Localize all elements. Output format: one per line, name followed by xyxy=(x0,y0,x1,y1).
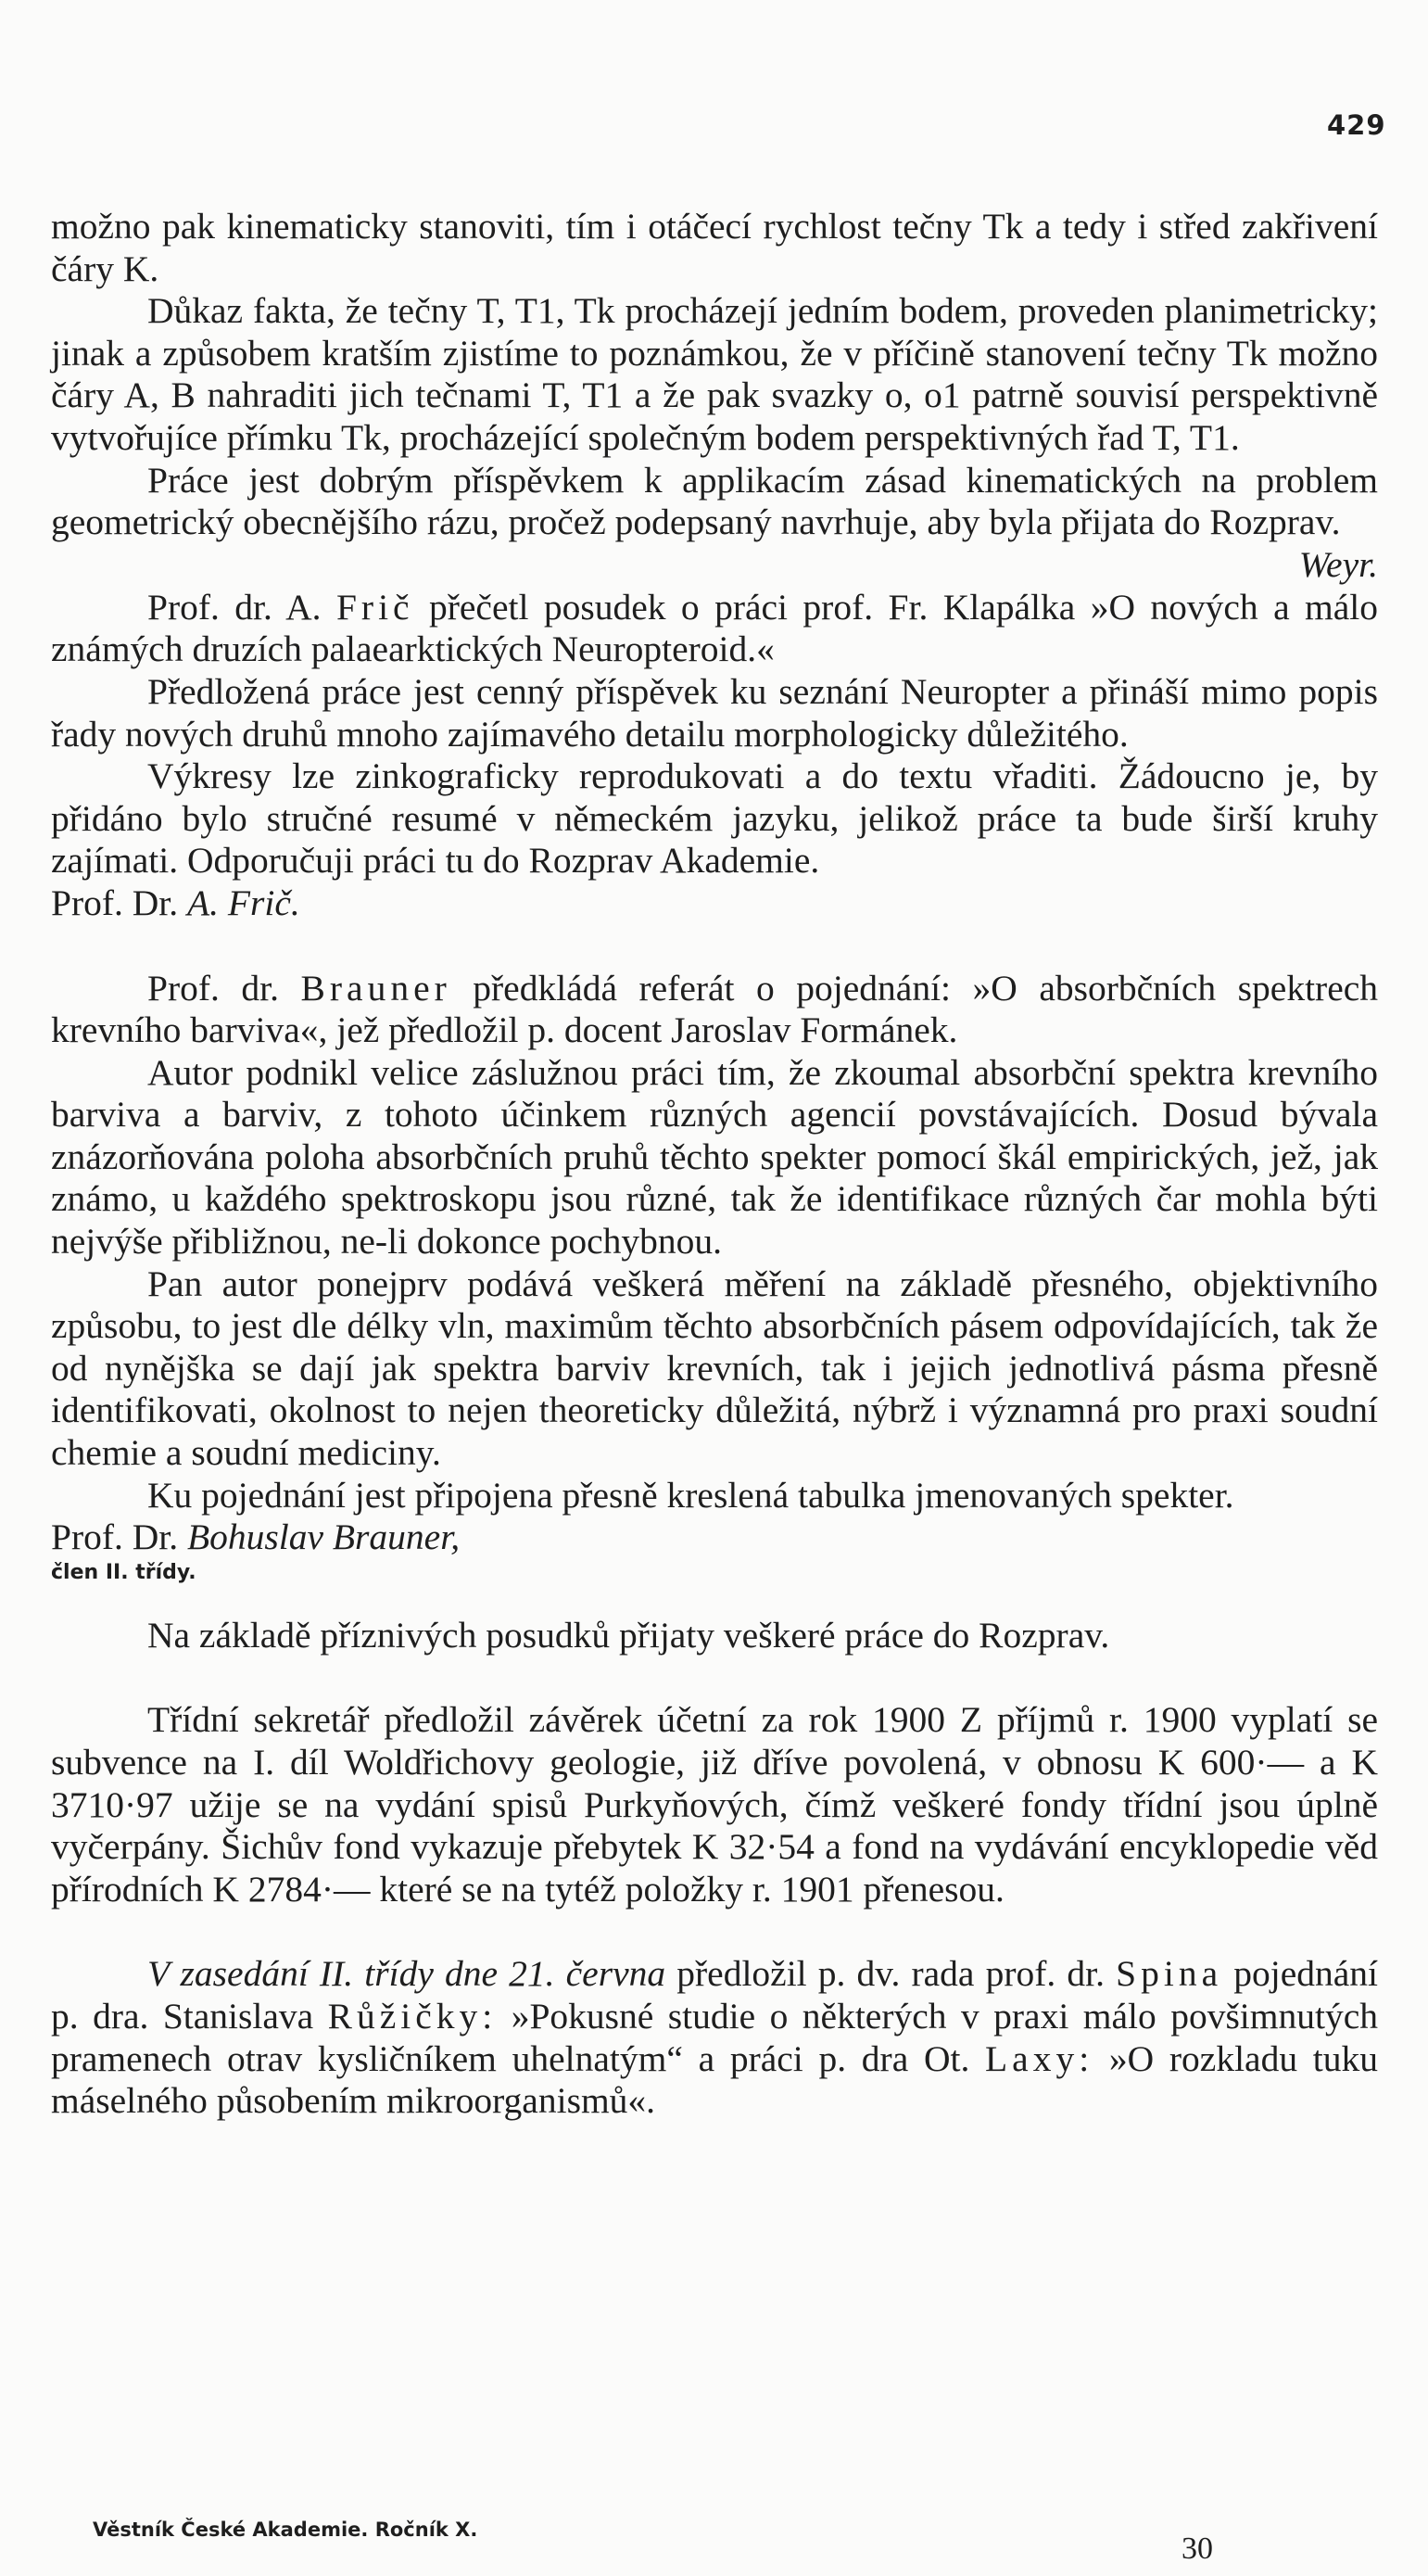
spaced-name: Frič xyxy=(335,586,414,628)
signature-name: A. Frič. xyxy=(187,882,300,923)
text-run: Prof. Dr. xyxy=(51,882,179,923)
paragraph-text: Práce jest dobrým příspěvkem k applikacím zásad kinematických na problem geometrický obecnějšího rázu, pročež podepsaný navrhuje, aby byla přijata do Rozprav. xyxy=(51,459,1378,543)
text-run: »Pokusné studie o některých v praxi málo povšimnutých pramenech otrav kysličníkem uhelnatým“ a práci p. dra Ot. xyxy=(51,1995,1379,2079)
text-run: pojednání p. dra. Stanislava xyxy=(51,1953,1379,2037)
footer-journal: Věstník České Akademie. Ročník X. xyxy=(93,2519,478,2541)
paragraph: Ku pojednání jest připojena přesně kreslená tabulka jmenovaných spekter. xyxy=(147,1474,1234,1516)
page-text xyxy=(51,206,1378,2123)
session-heading: V zasedání II. třídy dne 21. června xyxy=(147,1953,666,1995)
paragraph xyxy=(51,968,1378,1052)
text-run: přečetl posudek o práci prof. Fr. Klapálka »O nových a málo známých druzích palaearktických Neuropteroid.« xyxy=(51,586,1378,670)
text-run: »O rozkladu tuku máselného působením mikroorganismů«. xyxy=(51,2037,1379,2122)
signature-role: člen II. třídy. xyxy=(51,1560,196,1584)
paragraph: Výkresy lze zinkograficky reprodukovati a do textu vřaditi. Žádoucno je, by přidáno bylo stručné resumé v německém jazyku, jelikož práce ta bude širší kruhy zajímati. Odporučuji práci tu do Rozprav Akademie. xyxy=(51,755,1378,882)
paragraph xyxy=(51,587,1378,671)
paragraph: možno pak kinematicky stanoviti, tím i otáčecí rychlost tečny Tk a tedy i střed zakřivení čáry K. xyxy=(51,206,1378,289)
paragraph: Důkaz fakta, že tečny T, T1, Tk procházejí jedním bodem, proveden planimetricky; jinak a způsobem kratším zjistíme to poznámkou, že v příčině stanovení tečny Tk možno čáry A, B nahraditi jich tečnami T, T1 a že pak svazky o, o1 patrně souvisí perspektivně vytvořujíce přímku Tk, procházející společným bodem perspektivných řad T, T1. xyxy=(51,290,1378,458)
page-number: 429 xyxy=(1327,109,1386,141)
signature xyxy=(51,1516,1378,1559)
paragraph: Pan autor ponejprv podává veškerá měření na základě přesného, objektivního způsobu, to jest dle délky vln, maximům těchto absorbčních pásem odpovídajících, tak že od nynějška se dají jak spektra barviv krevních, tak i jejich jednotlivá pásma přesně identifikovati, okolnost to nejen theoreticky důležitá, nýbrž i významná pro praxi soudní chemie a soudní mediciny. xyxy=(51,1263,1378,1474)
signature-name: Bohuslav Brauner, xyxy=(187,1516,461,1558)
spaced-name: Růžičky: xyxy=(327,1995,498,2037)
paragraph: Autor podnikl velice záslužnou práci tím, že zkoumal absorbční spektra krevního barviva a barviv, z tohoto účinkem různých agencií povstávajících. Dosud bývala znázorňována poloha absorbčních pruhů těchto spekter pomocí škál empirických, jež, jak známo, u každého spektroskopu jsou různé, tak že identifikace různých čar mohla býti nejvýše přibližnou, ne-li dokonce pochybnou. xyxy=(51,1051,1378,1263)
paragraph xyxy=(51,459,1378,585)
signature xyxy=(51,882,1341,925)
text-run: předkládá referát o pojednání: »O absorbčních spektrech krevního barviva«, jež předložil p. docent Jaroslav Formánek. xyxy=(51,967,1379,1051)
signature: Weyr. xyxy=(1298,543,1378,585)
text-run: Prof. dr. A. xyxy=(147,586,322,628)
paragraph: Třídní sekretář předložil závěrek účetní za rok 1900 Z příjmů r. 1900 vyplatí se subvence na I. díl Woldřichovy geologie, již dříve povolená, v obnosu K 600·— a K 3710·97 užije se na vydání spisů Purkyňových, čímž veškeré fondy třídní jsou úplně vyčerpány. Šichův fond vykazuje přebytek K 32·54 a fond na vydávání encyklopedie věd přírodních K 2784·— které se na tytéž položky r. 1901 přenesou. xyxy=(51,1699,1378,1910)
spaced-name: Spina xyxy=(1116,1953,1223,1995)
text-run: předložil p. dv. rada prof. dr. xyxy=(676,1953,1105,1995)
text-run: Prof. Dr. xyxy=(51,1516,179,1558)
paragraph: Předložená práce jest cenný příspěvek ku seznání Neuropter a přináší mimo popis řady nových druhů mnoho zajímavého detailu morphologicky důležitého. xyxy=(51,670,1378,755)
spaced-name: Laxy: xyxy=(985,2037,1094,2079)
spaced-name: Brauner xyxy=(300,967,451,1009)
text-run: Prof. dr. xyxy=(147,967,280,1009)
paragraph: Na základě příznivých posudků přijaty veškeré práce do Rozprav. xyxy=(147,1614,1110,1656)
sheet-number: 30 xyxy=(1182,2532,1213,2566)
paragraph xyxy=(51,1953,1378,2122)
